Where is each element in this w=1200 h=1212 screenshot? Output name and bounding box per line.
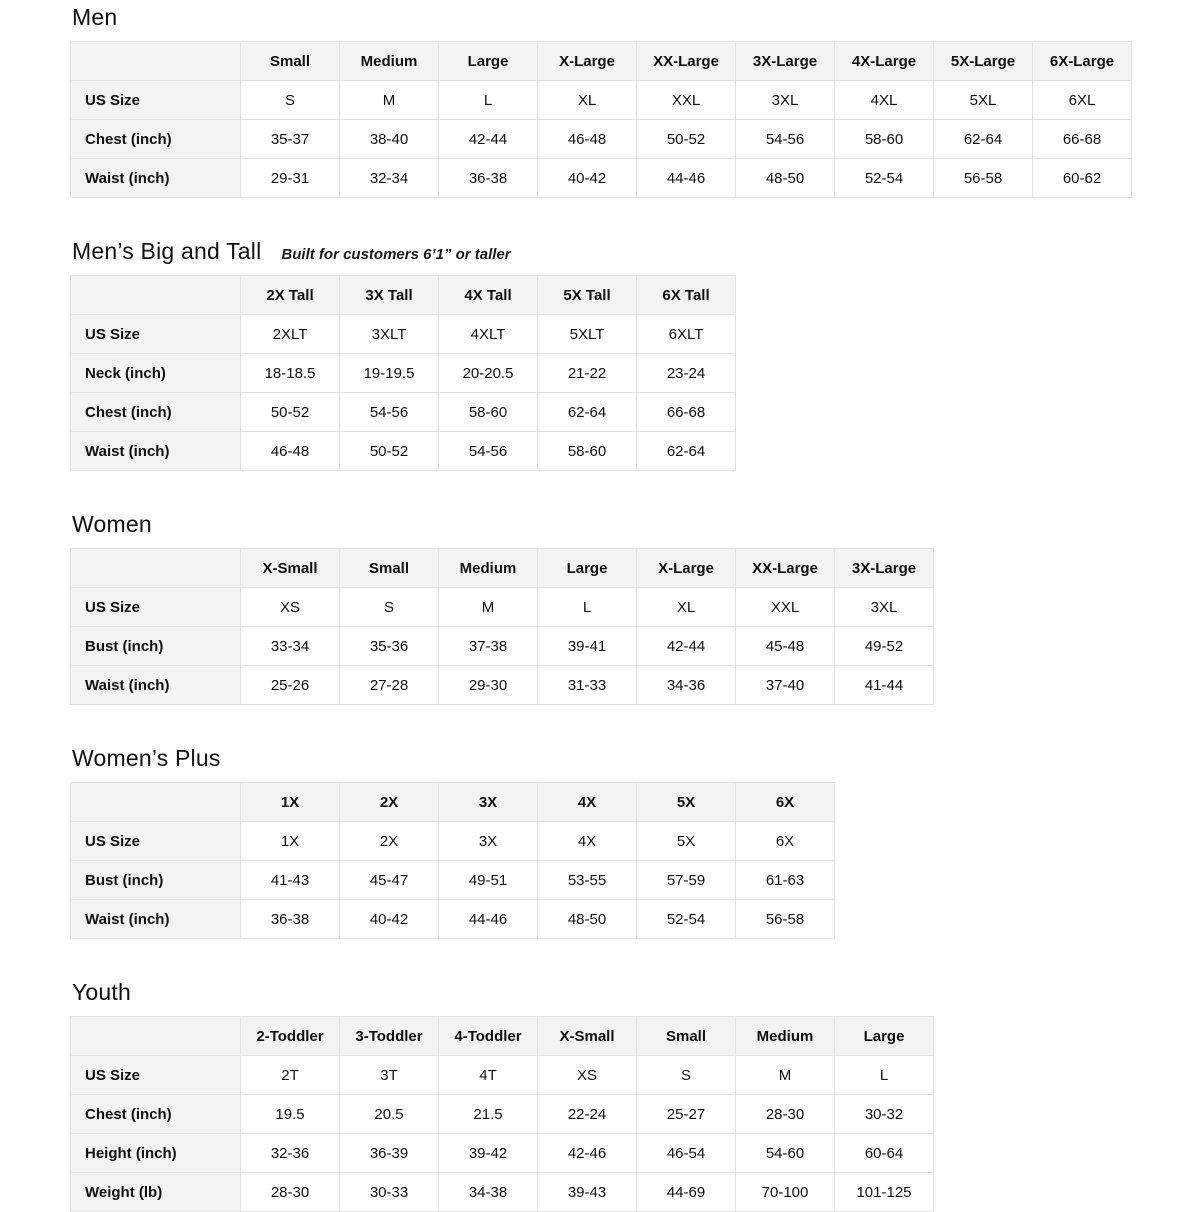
column-header: 1X xyxy=(241,783,340,822)
size-cell: 5X xyxy=(637,822,736,861)
size-cell: 3T xyxy=(340,1056,439,1095)
size-cell: 62-64 xyxy=(934,120,1033,159)
size-cell: 41-43 xyxy=(241,861,340,900)
size-cell: 50-52 xyxy=(241,393,340,432)
size-cell: L xyxy=(439,81,538,120)
size-cell: 44-46 xyxy=(439,900,538,939)
size-cell: 49-51 xyxy=(439,861,538,900)
column-header: 5X Tall xyxy=(538,276,637,315)
size-cell: 49-52 xyxy=(835,627,934,666)
table-row xyxy=(71,1095,934,1134)
column-header: 3X-Large xyxy=(835,549,934,588)
table-row xyxy=(71,666,934,705)
size-cell: 50-52 xyxy=(340,432,439,471)
size-cell: 18-18.5 xyxy=(241,354,340,393)
row-label: US Size xyxy=(71,588,241,627)
corner-cell xyxy=(71,276,241,315)
column-header: Large xyxy=(835,1017,934,1056)
section-title: Women’s Plus xyxy=(72,745,221,771)
size-cell: 44-69 xyxy=(637,1173,736,1212)
size-cell: 39-41 xyxy=(538,627,637,666)
corner-cell xyxy=(71,783,241,822)
size-cell: M xyxy=(439,588,538,627)
size-cell: 57-59 xyxy=(637,861,736,900)
column-header: XX-Large xyxy=(637,42,736,81)
size-table-men xyxy=(70,41,1132,198)
column-header: Small xyxy=(340,549,439,588)
size-table-mens-big-and-tall xyxy=(70,275,736,471)
size-cell: 37-40 xyxy=(736,666,835,705)
size-cell: 30-33 xyxy=(340,1173,439,1212)
size-cell: 52-54 xyxy=(835,159,934,198)
size-cell: 42-44 xyxy=(637,627,736,666)
size-cell: 45-47 xyxy=(340,861,439,900)
corner-cell xyxy=(71,549,241,588)
size-cell: 61-63 xyxy=(736,861,835,900)
size-cell: 1X xyxy=(241,822,340,861)
size-cell: 58-60 xyxy=(835,120,934,159)
table-row xyxy=(71,120,1132,159)
column-header: Large xyxy=(439,42,538,81)
column-header: X-Small xyxy=(241,549,340,588)
table-row xyxy=(71,900,835,939)
column-header: 5X xyxy=(637,783,736,822)
size-cell: 39-43 xyxy=(538,1173,637,1212)
section-heading xyxy=(72,4,1134,31)
size-cell: 56-58 xyxy=(736,900,835,939)
row-label: Waist (inch) xyxy=(71,159,241,198)
table-row xyxy=(71,588,934,627)
size-cell: 35-37 xyxy=(241,120,340,159)
size-cell: 58-60 xyxy=(439,393,538,432)
size-cell: L xyxy=(835,1056,934,1095)
column-header: 4-Toddler xyxy=(439,1017,538,1056)
size-cell: 36-39 xyxy=(340,1134,439,1173)
size-table-women xyxy=(70,548,934,705)
size-cell: 54-56 xyxy=(340,393,439,432)
size-section-womens-plus xyxy=(70,745,1134,939)
size-cell: 54-56 xyxy=(736,120,835,159)
column-header: 6X Tall xyxy=(637,276,736,315)
size-cell: 45-48 xyxy=(736,627,835,666)
header-row xyxy=(71,42,1132,81)
size-cell: 4XLT xyxy=(439,315,538,354)
size-cell: 58-60 xyxy=(538,432,637,471)
size-cell: 39-42 xyxy=(439,1134,538,1173)
size-cell: 52-54 xyxy=(637,900,736,939)
row-label: US Size xyxy=(71,822,241,861)
size-cell: 25-27 xyxy=(637,1095,736,1134)
section-title: Youth xyxy=(72,979,131,1005)
size-cell: 40-42 xyxy=(538,159,637,198)
table-row xyxy=(71,81,1132,120)
size-cell: 38-40 xyxy=(340,120,439,159)
section-title: Men’s Big and Tall xyxy=(72,238,262,264)
size-cell: 46-48 xyxy=(538,120,637,159)
column-header: Small xyxy=(637,1017,736,1056)
header-row xyxy=(71,783,835,822)
size-cell: XXL xyxy=(736,588,835,627)
size-section-mens-big-and-tall xyxy=(70,238,1134,471)
size-cell: 46-48 xyxy=(241,432,340,471)
column-header: X-Small xyxy=(538,1017,637,1056)
corner-cell xyxy=(71,1017,241,1056)
size-cell: 34-38 xyxy=(439,1173,538,1212)
column-header: Small xyxy=(241,42,340,81)
size-cell: 66-68 xyxy=(637,393,736,432)
size-cell: 3XLT xyxy=(340,315,439,354)
size-cell: 53-55 xyxy=(538,861,637,900)
section-heading xyxy=(72,745,1134,772)
size-cell: S xyxy=(241,81,340,120)
size-section-youth xyxy=(70,979,1134,1212)
column-header: Medium xyxy=(736,1017,835,1056)
size-cell: 23-24 xyxy=(637,354,736,393)
size-cell: L xyxy=(538,588,637,627)
size-cell: 2XLT xyxy=(241,315,340,354)
size-cell: 2X xyxy=(340,822,439,861)
size-cell: 21-22 xyxy=(538,354,637,393)
size-cell: 3X xyxy=(439,822,538,861)
size-cell: 28-30 xyxy=(736,1095,835,1134)
table-row xyxy=(71,432,736,471)
row-label: Waist (inch) xyxy=(71,432,241,471)
size-cell: 27-28 xyxy=(340,666,439,705)
column-header: Large xyxy=(538,549,637,588)
header-row xyxy=(71,276,736,315)
size-cell: 32-36 xyxy=(241,1134,340,1173)
size-section-men xyxy=(70,4,1134,198)
column-header: Medium xyxy=(439,549,538,588)
table-row xyxy=(71,159,1132,198)
column-header: 3X xyxy=(439,783,538,822)
size-section-women xyxy=(70,511,1134,705)
row-label: US Size xyxy=(71,81,241,120)
section-title: Men xyxy=(72,4,118,30)
size-cell: XS xyxy=(538,1056,637,1095)
size-cell: 35-36 xyxy=(340,627,439,666)
column-header: 3-Toddler xyxy=(340,1017,439,1056)
size-cell: 40-42 xyxy=(340,900,439,939)
size-cell: XXL xyxy=(637,81,736,120)
size-cell: 70-100 xyxy=(736,1173,835,1212)
size-cell: 19.5 xyxy=(241,1095,340,1134)
row-label: US Size xyxy=(71,315,241,354)
column-header: Medium xyxy=(340,42,439,81)
size-cell: 30-32 xyxy=(835,1095,934,1134)
size-cell: 62-64 xyxy=(538,393,637,432)
size-cell: 34-36 xyxy=(637,666,736,705)
column-header: 3X-Large xyxy=(736,42,835,81)
size-cell: 60-62 xyxy=(1033,159,1132,198)
header-row xyxy=(71,549,934,588)
size-cell: 5XLT xyxy=(538,315,637,354)
column-header: 3X Tall xyxy=(340,276,439,315)
size-cell: 36-38 xyxy=(241,900,340,939)
size-cell: 54-56 xyxy=(439,432,538,471)
table-row xyxy=(71,354,736,393)
size-cell: 36-38 xyxy=(439,159,538,198)
column-header: 6X-Large xyxy=(1033,42,1132,81)
size-cell: 6XLT xyxy=(637,315,736,354)
column-header: 2X Tall xyxy=(241,276,340,315)
column-header: 4X Tall xyxy=(439,276,538,315)
size-cell: 48-50 xyxy=(538,900,637,939)
size-cell: 19-19.5 xyxy=(340,354,439,393)
size-chart-page xyxy=(70,4,1134,1212)
size-cell: 48-50 xyxy=(736,159,835,198)
size-cell: 41-44 xyxy=(835,666,934,705)
row-label: Neck (inch) xyxy=(71,354,241,393)
table-row xyxy=(71,1173,934,1212)
size-cell: 20-20.5 xyxy=(439,354,538,393)
size-cell: 5XL xyxy=(934,81,1033,120)
table-row xyxy=(71,861,835,900)
size-cell: 21.5 xyxy=(439,1095,538,1134)
size-table-youth xyxy=(70,1016,934,1212)
column-header: 5X-Large xyxy=(934,42,1033,81)
size-cell: 54-60 xyxy=(736,1134,835,1173)
size-cell: 29-30 xyxy=(439,666,538,705)
size-cell: 29-31 xyxy=(241,159,340,198)
column-header: XX-Large xyxy=(736,549,835,588)
column-header: X-Large xyxy=(538,42,637,81)
size-cell: 3XL xyxy=(835,588,934,627)
column-header: 4X xyxy=(538,783,637,822)
size-table-womens-plus xyxy=(70,782,835,939)
table-row xyxy=(71,627,934,666)
size-cell: M xyxy=(736,1056,835,1095)
size-cell: 37-38 xyxy=(439,627,538,666)
size-cell: 4X xyxy=(538,822,637,861)
size-cell: 20.5 xyxy=(340,1095,439,1134)
row-label: Waist (inch) xyxy=(71,900,241,939)
header-row xyxy=(71,1017,934,1056)
size-cell: 6X xyxy=(736,822,835,861)
size-cell: S xyxy=(637,1056,736,1095)
size-cell: XL xyxy=(637,588,736,627)
size-cell: XL xyxy=(538,81,637,120)
size-cell: 3XL xyxy=(736,81,835,120)
row-label: Chest (inch) xyxy=(71,1095,241,1134)
size-cell: 66-68 xyxy=(1033,120,1132,159)
section-title: Women xyxy=(72,511,152,537)
table-row xyxy=(71,1056,934,1095)
section-heading xyxy=(72,511,1134,538)
size-cell: 62-64 xyxy=(637,432,736,471)
table-row xyxy=(71,315,736,354)
size-cell: 56-58 xyxy=(934,159,1033,198)
size-cell: 6XL xyxy=(1033,81,1132,120)
row-label: Bust (inch) xyxy=(71,861,241,900)
column-header: 4X-Large xyxy=(835,42,934,81)
column-header: X-Large xyxy=(637,549,736,588)
section-heading xyxy=(72,979,1134,1006)
row-label: Weight (lb) xyxy=(71,1173,241,1212)
column-header: 2-Toddler xyxy=(241,1017,340,1056)
column-header: 2X xyxy=(340,783,439,822)
size-cell: 32-34 xyxy=(340,159,439,198)
corner-cell xyxy=(71,42,241,81)
size-cell: 28-30 xyxy=(241,1173,340,1212)
table-row xyxy=(71,1134,934,1173)
row-label: US Size xyxy=(71,1056,241,1095)
size-cell: 4XL xyxy=(835,81,934,120)
size-cell: 42-44 xyxy=(439,120,538,159)
size-cell: 22-24 xyxy=(538,1095,637,1134)
size-cell: 4T xyxy=(439,1056,538,1095)
size-cell: M xyxy=(340,81,439,120)
size-cell: 2T xyxy=(241,1056,340,1095)
size-cell: 46-54 xyxy=(637,1134,736,1173)
row-label: Chest (inch) xyxy=(71,120,241,159)
table-row xyxy=(71,822,835,861)
size-cell: S xyxy=(340,588,439,627)
row-label: Chest (inch) xyxy=(71,393,241,432)
size-cell: 101-125 xyxy=(835,1173,934,1212)
row-label: Waist (inch) xyxy=(71,666,241,705)
size-cell: XS xyxy=(241,588,340,627)
size-cell: 33-34 xyxy=(241,627,340,666)
size-cell: 25-26 xyxy=(241,666,340,705)
section-heading xyxy=(72,238,1134,265)
size-cell: 60-64 xyxy=(835,1134,934,1173)
size-cell: 31-33 xyxy=(538,666,637,705)
row-label: Height (inch) xyxy=(71,1134,241,1173)
size-cell: 44-46 xyxy=(637,159,736,198)
section-subtitle: Built for customers 6’1” or taller xyxy=(281,246,511,263)
column-header: 6X xyxy=(736,783,835,822)
size-cell: 42-46 xyxy=(538,1134,637,1173)
table-row xyxy=(71,393,736,432)
row-label: Bust (inch) xyxy=(71,627,241,666)
size-cell: 50-52 xyxy=(637,120,736,159)
